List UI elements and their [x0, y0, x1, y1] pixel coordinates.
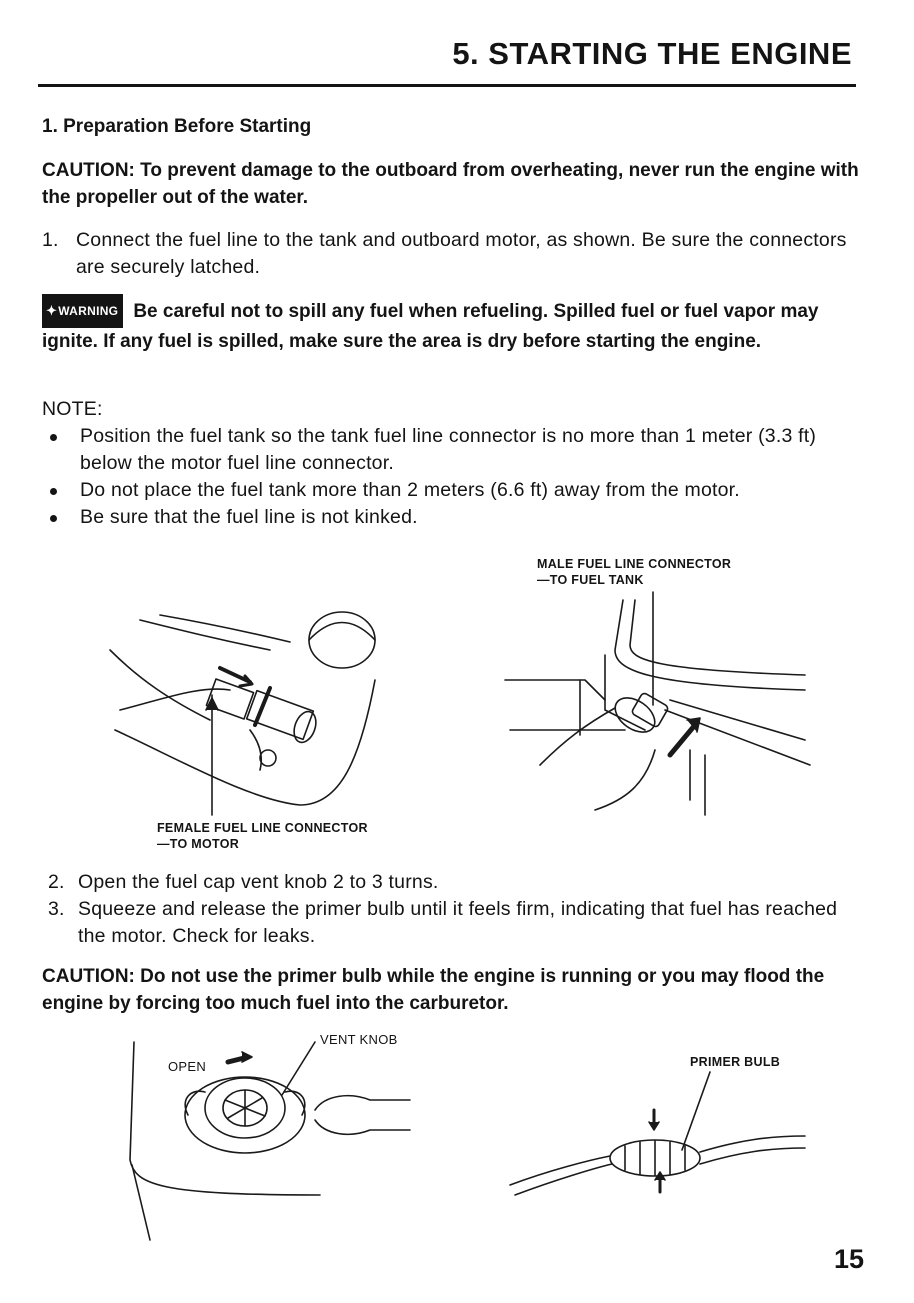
- female-connector-illustration: [100, 600, 400, 820]
- warning-badge: [42, 294, 123, 328]
- note-label: NOTE:: [42, 398, 103, 420]
- warning-block: [42, 294, 862, 355]
- step-number: 3.: [48, 898, 65, 920]
- note-item: Position the fuel tank so the tank fuel line connector is no more than 1 meter (3.3 ft) below the motor fuel line connector.: [42, 423, 860, 477]
- warning-badge-label: WARNING: [58, 304, 119, 318]
- section-heading: 1. Preparation Before Starting: [42, 116, 312, 137]
- note-item: Do not place the fuel tank more than 2 meters (6.6 ft) away from the motor.: [42, 477, 860, 504]
- female-connector-label: FEMALE FUEL LINE CONNECTOR —TO MOTOR: [157, 821, 368, 851]
- step-2: [48, 869, 862, 896]
- step-text: Squeeze and release the primer bulb until it feels firm, indicating that fuel has reached the motor. Check for leaks.: [78, 898, 838, 947]
- caution-overheating: CAUTION: To prevent damage to the outboard from overheating, never run the engine with the propeller out of the water.: [42, 160, 859, 208]
- header-rule: [38, 84, 856, 87]
- step-text: Open the fuel cap vent knob 2 to 3 turns.: [78, 871, 439, 893]
- primer-bulb-illustration: [510, 1070, 810, 1210]
- warning-text: Be careful not to spill any fuel when refueling. Spilled fuel or fuel vapor may ignite. If any fuel is spilled, make sure the area is dry before starting the engine.: [42, 301, 819, 352]
- step-1-text: Connect the fuel line to the tank and outboard motor, as shown. Be sure the connectors are securely latched.: [76, 229, 847, 278]
- open-label: OPEN: [168, 1059, 207, 1074]
- step-3: [48, 896, 862, 950]
- note-item: Be sure that the fuel line is not kinked.: [42, 504, 860, 531]
- steps-list: [48, 869, 862, 950]
- step-1-number: 1.: [42, 229, 59, 251]
- caution-primer: CAUTION: Do not use the primer bulb while the engine is running or you may flood the engine by forcing too much fuel into the carburetor.: [42, 966, 825, 1014]
- vent-knob-illustration: [120, 1040, 420, 1250]
- vent-knob-label: VENT KNOB: [320, 1032, 398, 1047]
- page-number: 15: [833, 1244, 864, 1274]
- page-title: 5. STARTING THE ENGINE: [452, 36, 852, 71]
- male-connector-label: MALE FUEL LINE CONNECTOR —TO FUEL TANK: [537, 557, 732, 587]
- step-1: [42, 227, 862, 281]
- note-list: [42, 423, 860, 531]
- primer-bulb-label: PRIMER BULB: [690, 1055, 781, 1069]
- flame-icon: ✦: [46, 303, 58, 318]
- male-connector-illustration: [505, 590, 815, 830]
- step-number: 2.: [48, 871, 65, 893]
